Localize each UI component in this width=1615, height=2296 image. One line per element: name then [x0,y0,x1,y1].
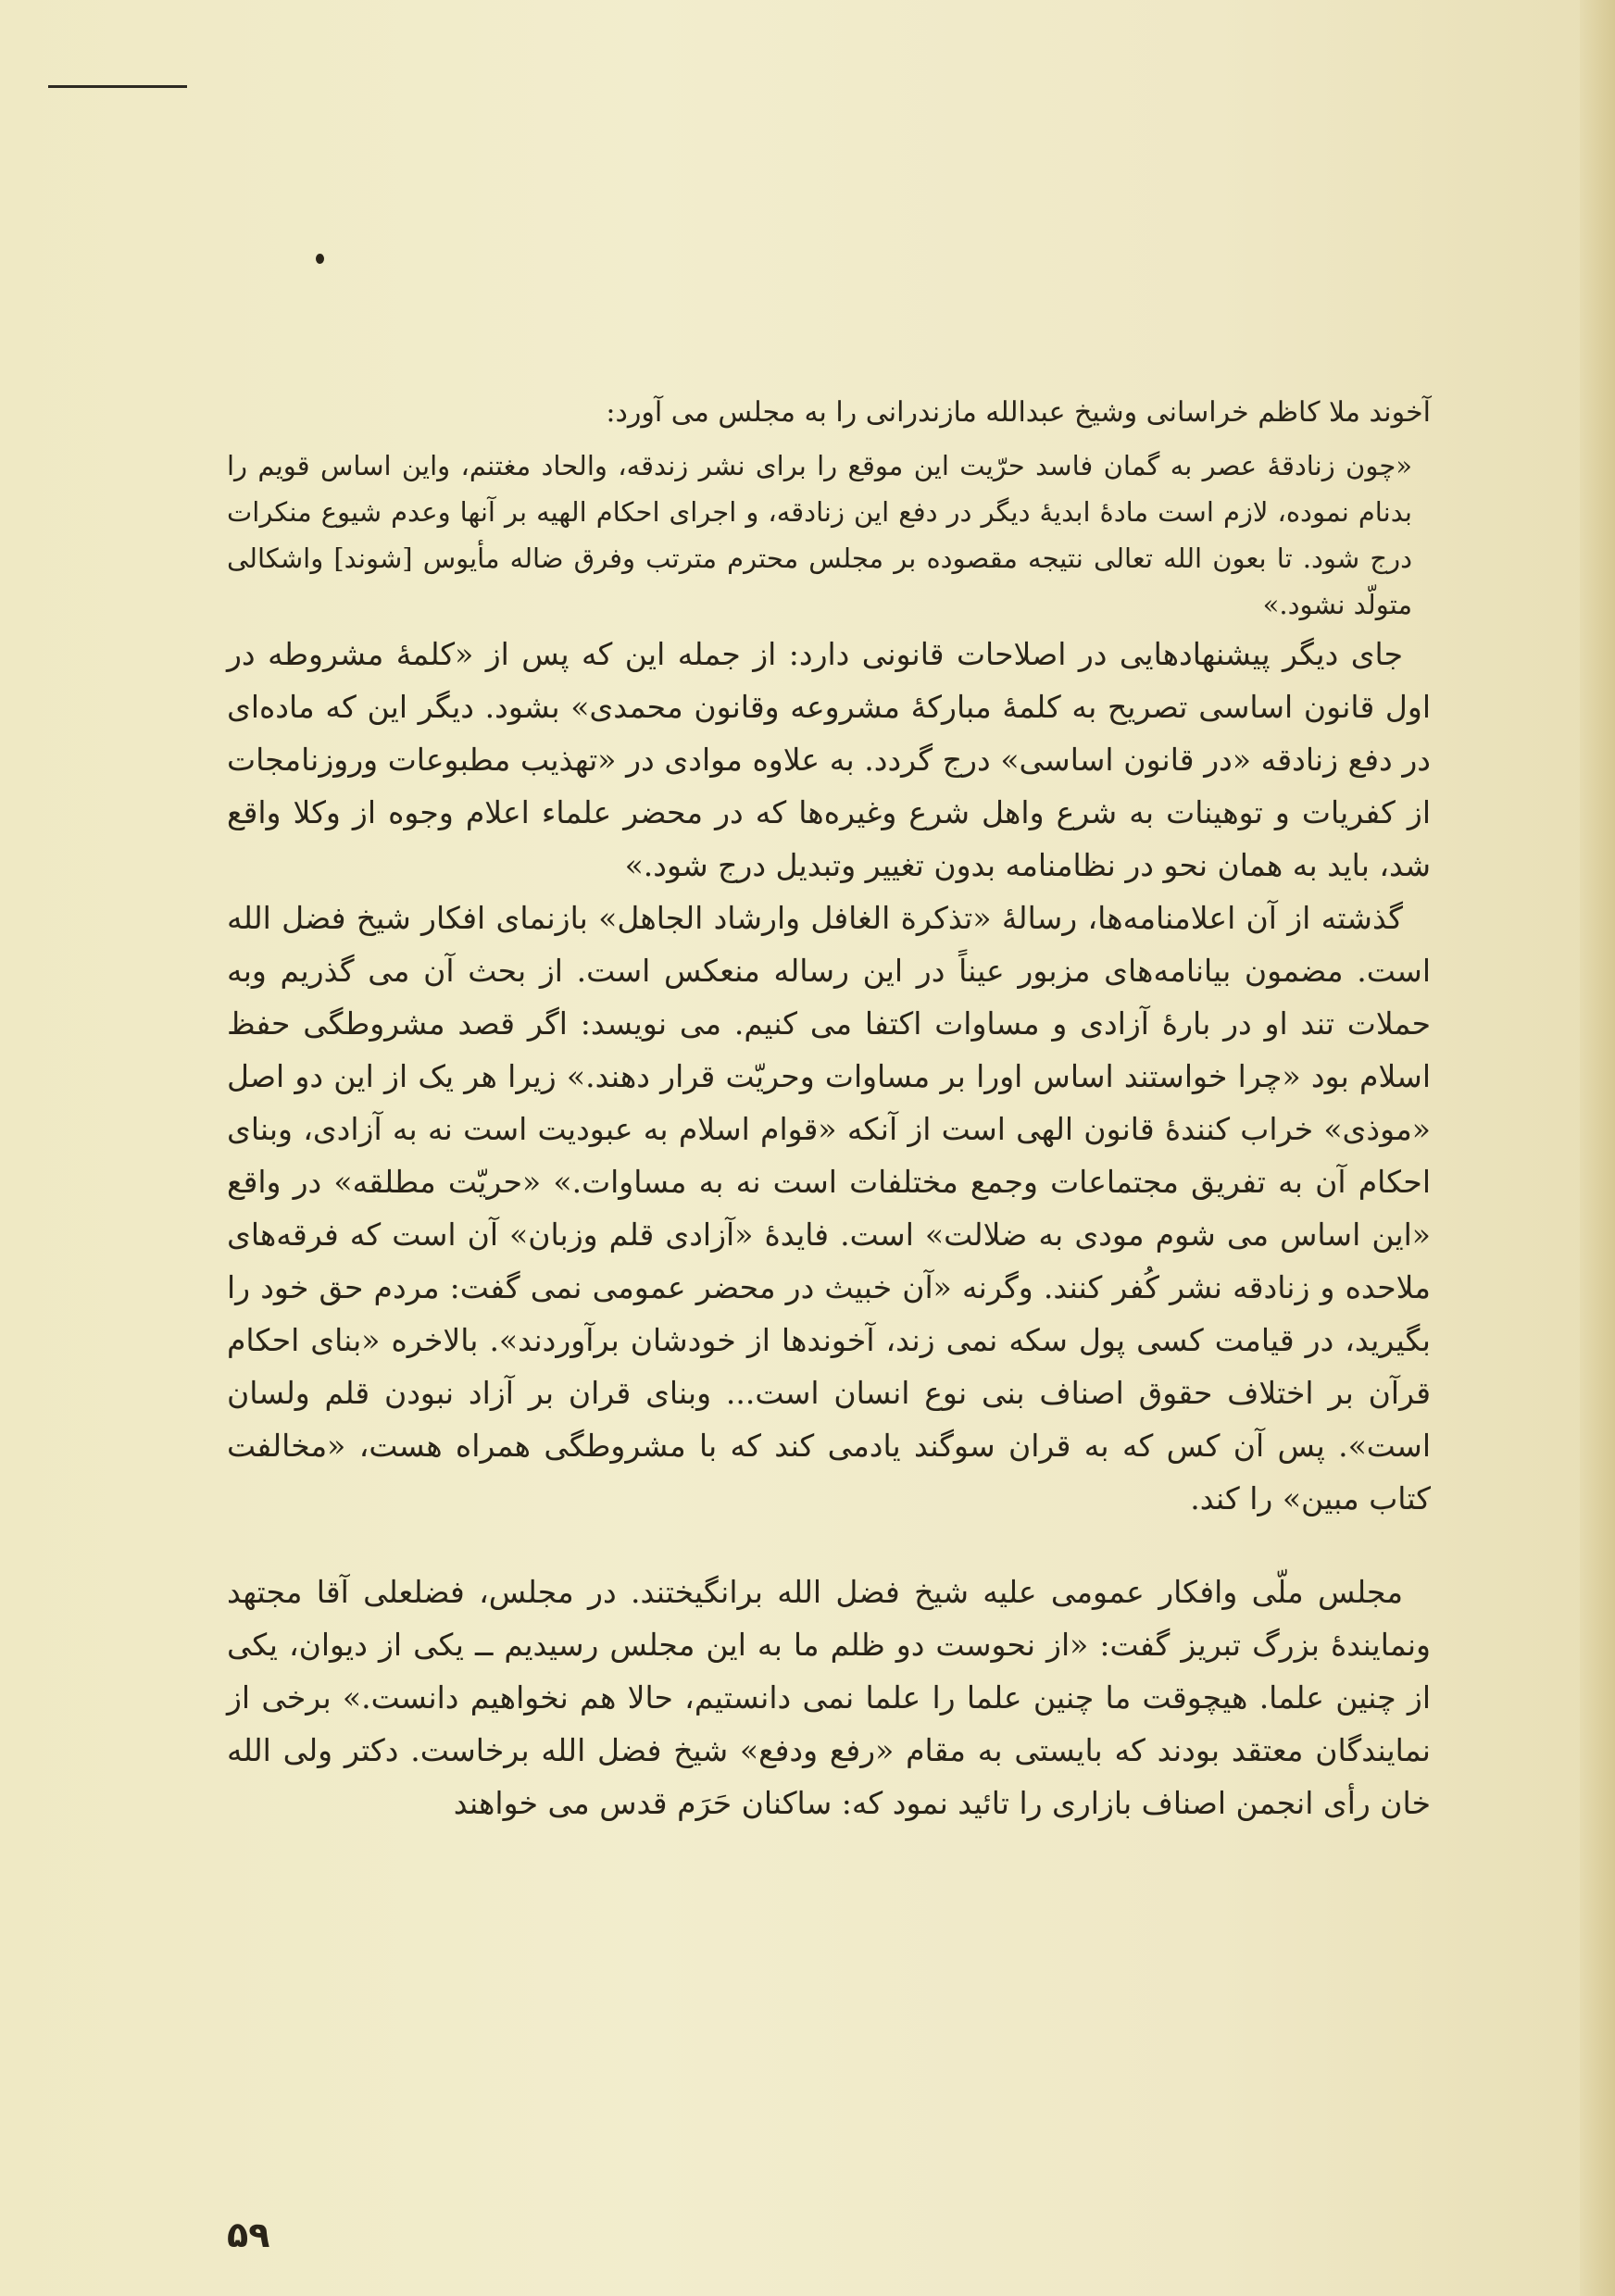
intro-line: آخوند ملا کاظم خراسانی وشیخ عبدالله مازندرانی را به مجلس می آورد: [606,396,1431,429]
paragraph-gap [227,1525,1431,1566]
paragraph-majlis-reaction: مجلس ملّی وافکار عمومی علیه شیخ فضل الله برانگیختند. در مجلس، فضلعلی آقا مجتهد ونمایندهٔ بزرگ تبریز گفت: «از نحوست دو ظلم ما به این مجلس رسیدیم ــ یکی از دیوان، یکی از چنین علما. هیچوقت ما چنین علما را علما نمی دانستیم، حالا هم نخواهیم دانست.» برخی از نمایندگان معتقد بودند که بایستی به مقام «رفع ودفع» شیخ فضل الله برخاست. دکتر ولی الله خان رأی انجمن اصناف بازاری را تائید نمود که: ساکنان حَرَم قدس می خواهند [227,1574,1431,1821]
document-body [227,389,1431,1829]
quoted-proposal: «چون زنادقهٔ عصر به گمان فاسد حرّیت این موقع را برای نشر زندقه، والحاد مغتنم، واین اساس قویم را بدنام نموده، لازم است مادهٔ ابدیهٔ دیگر در دفع این زنادقه، و اجرای احکام الهیه بر آنها وعدم شیوع منکرات درج شود. تا بعون الله تعالی نتیجه مقصوده بر مجلس محترم مترتب وفرق ضاله مأیوس [شوند] واشکالی متولّد نشود.» [227,450,1412,620]
header-rule [48,85,187,88]
page-number: ۵۹ [227,2215,270,2255]
paragraph-legal-reforms: جای دیگر پیشنهادهایی در اصلاحات قانونی دارد: از جمله این که پس از «کلمهٔ مشروطه در اول قانون اساسی تصریح به کلمهٔ مبارکهٔ مشروعه وقانون محمدی» بشود. دیگر این که ماده‌ای در دفع زنادقه «در قانون اساسی» درج گردد. به علاوه موادی در «تهذیب مطبوعات وروزنامجات از کفریات و توهینات به شرع واهل شرع وغیره‌ها که در محضر علماء اعلام وجوه از وکلا واقع شد، باید به همان نحو در نظامنامه بدون تغییر وتبدیل درج شود.» [227,636,1431,883]
paragraph-tadhkira: گذشته از آن اعلامنامه‌ها، رسالهٔ «تذکرة الغافل وارشاد الجاهل» بازنمای افکار شیخ فضل الله است. مضمون بیانامه‌های مزبور عیناً در این رساله منعکس است. از بحث آن می گذریم وبه حملات تند او در بارهٔ آزادی و مساوات اکتفا می کنیم. می نویسد: اگر قصد مشروطگی حفظ اسلام بود «چرا خواستند اساس اورا بر مساوات وحریّت قرار دهند.» زیرا هر یک از این دو اصل «موذی» خراب کنندهٔ قانون الهی است از آنکه «قوام اسلام به عبودیت است نه به آزادی، وبنای احکام آن به تفریق مجتماعات وجمع مختلفات است نه به مساوات.» «حریّت مطلقه» در واقع «این اساس می شوم مودی به ضلالت» است. فایدهٔ «آزادی قلم وزبان» آن است که فرقه‌های ملاحده و زنادقه نشر کُفر کنند. وگرنه «آن خبیث در محضر عمومی نمی گفت: مردم حق خود را بگیرید، در قیامت کسی پول سکه نمی زند، آخوندها از خودشان برآوردند». بالاخره «بنای احکام قرآن بر اختلاف حقوق اصناف بنی نوع انسان است... وبنای قران بر آزاد نبودن قلم ولسان است». پس آن کس که به قران سوگند یادمی کند که با مشروطگی همراه هست، «مخالفت کتاب مبین» را کند. [227,900,1431,1516]
ink-spot [316,254,324,264]
page-edge-shadow [1580,0,1615,2296]
